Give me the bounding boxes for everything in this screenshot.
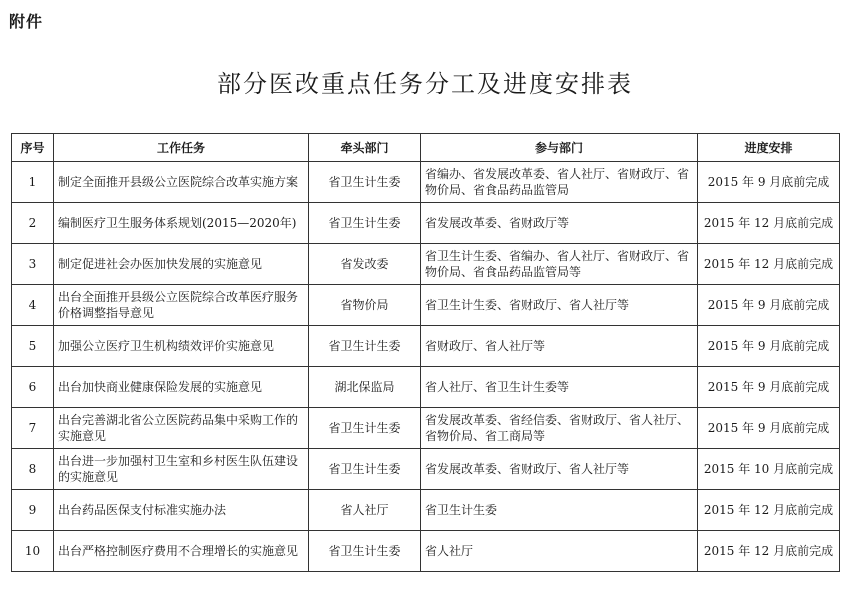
table-row <box>12 367 840 408</box>
cell-lead: 省卫生计生委 <box>309 531 421 572</box>
cell-schedule: 2015 年 9 月底前完成 <box>698 326 840 367</box>
cell-task: 制定全面推开县级公立医院综合改革实施方案 <box>54 162 309 203</box>
cell-no: 6 <box>12 367 54 408</box>
cell-task: 出台进一步加强村卫生室和乡村医生队伍建设的实施意见 <box>54 449 309 490</box>
cell-participants: 省人社厅 <box>421 531 698 572</box>
cell-lead: 省卫生计生委 <box>309 449 421 490</box>
cell-participants: 省编办、省发展改革委、省人社厅、省财政厅、省物价局、省食品药品监管局 <box>421 162 698 203</box>
table-header-row <box>12 134 840 162</box>
cell-participants: 省卫生计生委、省编办、省人社厅、省财政厅、省物价局、省食品药品监管局等 <box>421 244 698 285</box>
cell-lead: 省物价局 <box>309 285 421 326</box>
cell-schedule: 2015 年 9 月底前完成 <box>698 162 840 203</box>
cell-participants: 省卫生计生委、省财政厅、省人社厅等 <box>421 285 698 326</box>
cell-task: 出台完善湖北省公立医院药品集中采购工作的实施意见 <box>54 408 309 449</box>
cell-lead: 省卫生计生委 <box>309 408 421 449</box>
cell-no: 10 <box>12 531 54 572</box>
header-no: 序号 <box>12 134 54 162</box>
table-row <box>12 490 840 531</box>
cell-schedule: 2015 年 9 月底前完成 <box>698 285 840 326</box>
table-row <box>12 162 840 203</box>
cell-participants: 省人社厅、省卫生计生委等 <box>421 367 698 408</box>
cell-task: 制定促进社会办医加快发展的实施意见 <box>54 244 309 285</box>
cell-no: 5 <box>12 326 54 367</box>
cell-lead: 省卫生计生委 <box>309 203 421 244</box>
cell-schedule: 2015 年 12 月底前完成 <box>698 244 840 285</box>
cell-lead: 省卫生计生委 <box>309 162 421 203</box>
cell-task: 出台药品医保支付标准实施办法 <box>54 490 309 531</box>
cell-task: 出台严格控制医疗费用不合理增长的实施意见 <box>54 531 309 572</box>
document-title: 部分医改重点任务分工及进度安排表 <box>217 70 633 98</box>
cell-no: 7 <box>12 408 54 449</box>
table-row <box>12 449 840 490</box>
table-row <box>12 326 840 367</box>
cell-participants: 省卫生计生委 <box>421 490 698 531</box>
cell-task: 出台全面推开县级公立医院综合改革医疗服务价格调整指导意见 <box>54 285 309 326</box>
cell-schedule: 2015 年 9 月底前完成 <box>698 408 840 449</box>
table-row <box>12 203 840 244</box>
cell-schedule: 2015 年 10 月底前完成 <box>698 449 840 490</box>
cell-schedule: 2015 年 12 月底前完成 <box>698 490 840 531</box>
cell-task: 加强公立医疗卫生机构绩效评价实施意见 <box>54 326 309 367</box>
cell-lead: 省卫生计生委 <box>309 326 421 367</box>
cell-schedule: 2015 年 12 月底前完成 <box>698 531 840 572</box>
cell-participants: 省发展改革委、省财政厅等 <box>421 203 698 244</box>
table-row <box>12 408 840 449</box>
cell-lead: 省人社厅 <box>309 490 421 531</box>
cell-no: 3 <box>12 244 54 285</box>
cell-schedule: 2015 年 12 月底前完成 <box>698 203 840 244</box>
header-task: 工作任务 <box>54 134 309 162</box>
cell-task: 编制医疗卫生服务体系规划(2015—2020年) <box>54 203 309 244</box>
cell-no: 2 <box>12 203 54 244</box>
cell-no: 4 <box>12 285 54 326</box>
cell-schedule: 2015 年 9 月底前完成 <box>698 367 840 408</box>
cell-participants: 省发展改革委、省经信委、省财政厅、省人社厅、省物价局、省工商局等 <box>421 408 698 449</box>
header-lead: 牵头部门 <box>309 134 421 162</box>
cell-participants: 省发展改革委、省财政厅、省人社厅等 <box>421 449 698 490</box>
cell-no: 1 <box>12 162 54 203</box>
attachment-label: 附件 <box>9 12 44 31</box>
table-row <box>12 531 840 572</box>
cell-task: 出台加快商业健康保险发展的实施意见 <box>54 367 309 408</box>
task-schedule-table <box>11 133 840 572</box>
cell-lead: 省发改委 <box>309 244 421 285</box>
cell-no: 9 <box>12 490 54 531</box>
table-row <box>12 244 840 285</box>
cell-participants: 省财政厅、省人社厅等 <box>421 326 698 367</box>
header-participants: 参与部门 <box>421 134 698 162</box>
header-schedule: 进度安排 <box>698 134 840 162</box>
table-row <box>12 285 840 326</box>
cell-lead: 湖北保监局 <box>309 367 421 408</box>
cell-no: 8 <box>12 449 54 490</box>
